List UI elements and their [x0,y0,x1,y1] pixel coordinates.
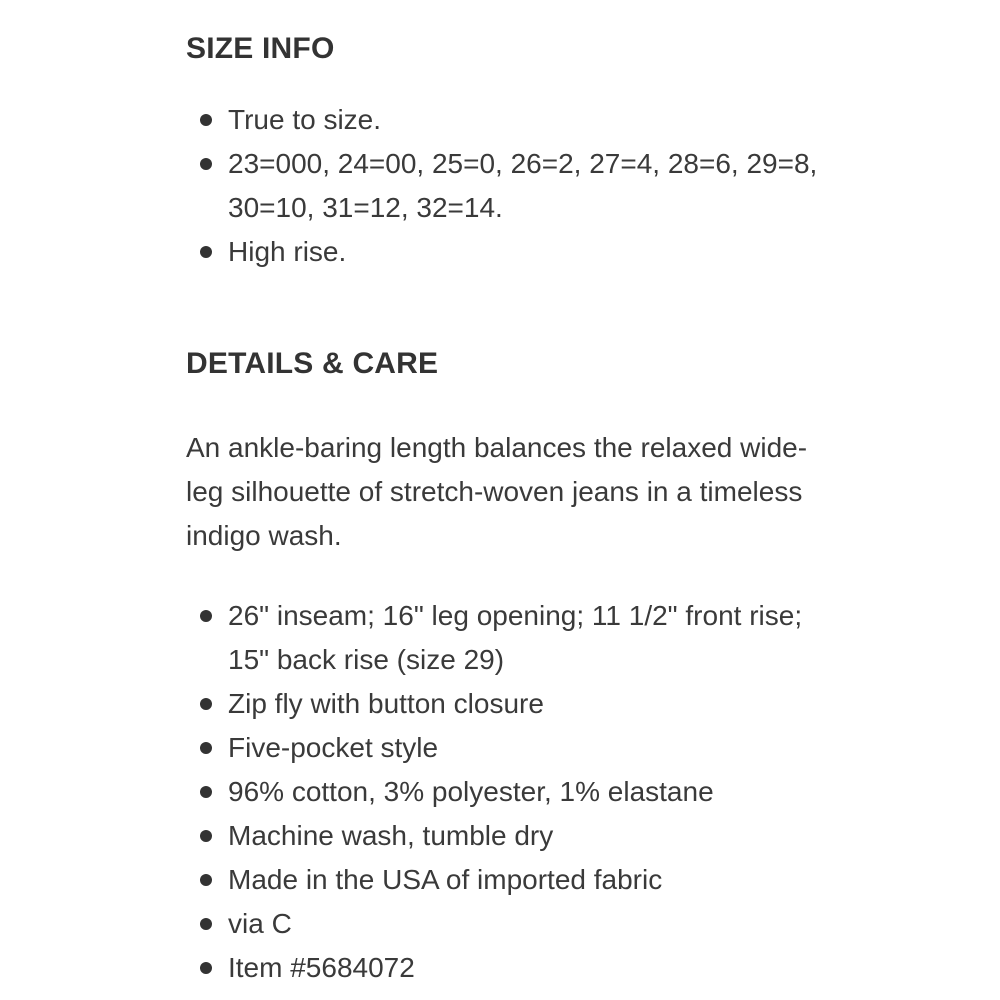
list-item-text: 23=000, 24=00, 25=0, 26=2, 27=4, 28=6, 29=8, 30=10, 31=12, 32=14. [228,148,818,223]
bullet-icon [200,742,212,754]
list-item [186,770,826,814]
list-item-text: 96% cotton, 3% polyester, 1% elastane [228,776,714,807]
bullet-icon [200,114,212,126]
list-item [186,682,826,726]
list-item [186,726,826,770]
bullet-icon [200,830,212,842]
list-item [186,594,826,682]
bullet-icon [200,874,212,886]
list-item [186,902,826,946]
details-care-list [186,594,826,990]
bullet-icon [200,786,212,798]
product-info-content [186,0,826,990]
list-item-text: Zip fly with button closure [228,688,544,719]
list-item [186,98,826,142]
size-info-list [186,98,826,274]
list-item [186,946,826,990]
list-item-text: High rise. [228,236,347,267]
list-item [186,230,826,274]
list-item [186,814,826,858]
bullet-icon [200,962,212,974]
bullet-icon [200,698,212,710]
list-item-text: via C [228,908,292,939]
bullet-icon [200,918,212,930]
product-description: An ankle-baring length balances the relaxed wide-leg silhouette of stretch-woven jeans in a timeless indigo wash. [186,432,808,551]
size-info-heading: SIZE INFO [186,32,335,65]
list-item-text: Item #5684072 [228,952,415,983]
list-item-text: Five-pocket style [228,732,439,763]
details-care-heading: DETAILS & CARE [186,347,439,380]
list-item-text: 26" inseam; 16" leg opening; 11 1/2" front rise; 15" back rise (size 29) [228,600,803,675]
list-item-text: Machine wash, tumble dry [228,820,554,851]
list-item [186,858,826,902]
bullet-icon [200,610,212,622]
bullet-icon [200,246,212,258]
bullet-icon [200,158,212,170]
list-item [186,142,826,230]
list-item-text: True to size. [228,104,382,135]
list-item-text: Made in the USA of imported fabric [228,864,663,895]
